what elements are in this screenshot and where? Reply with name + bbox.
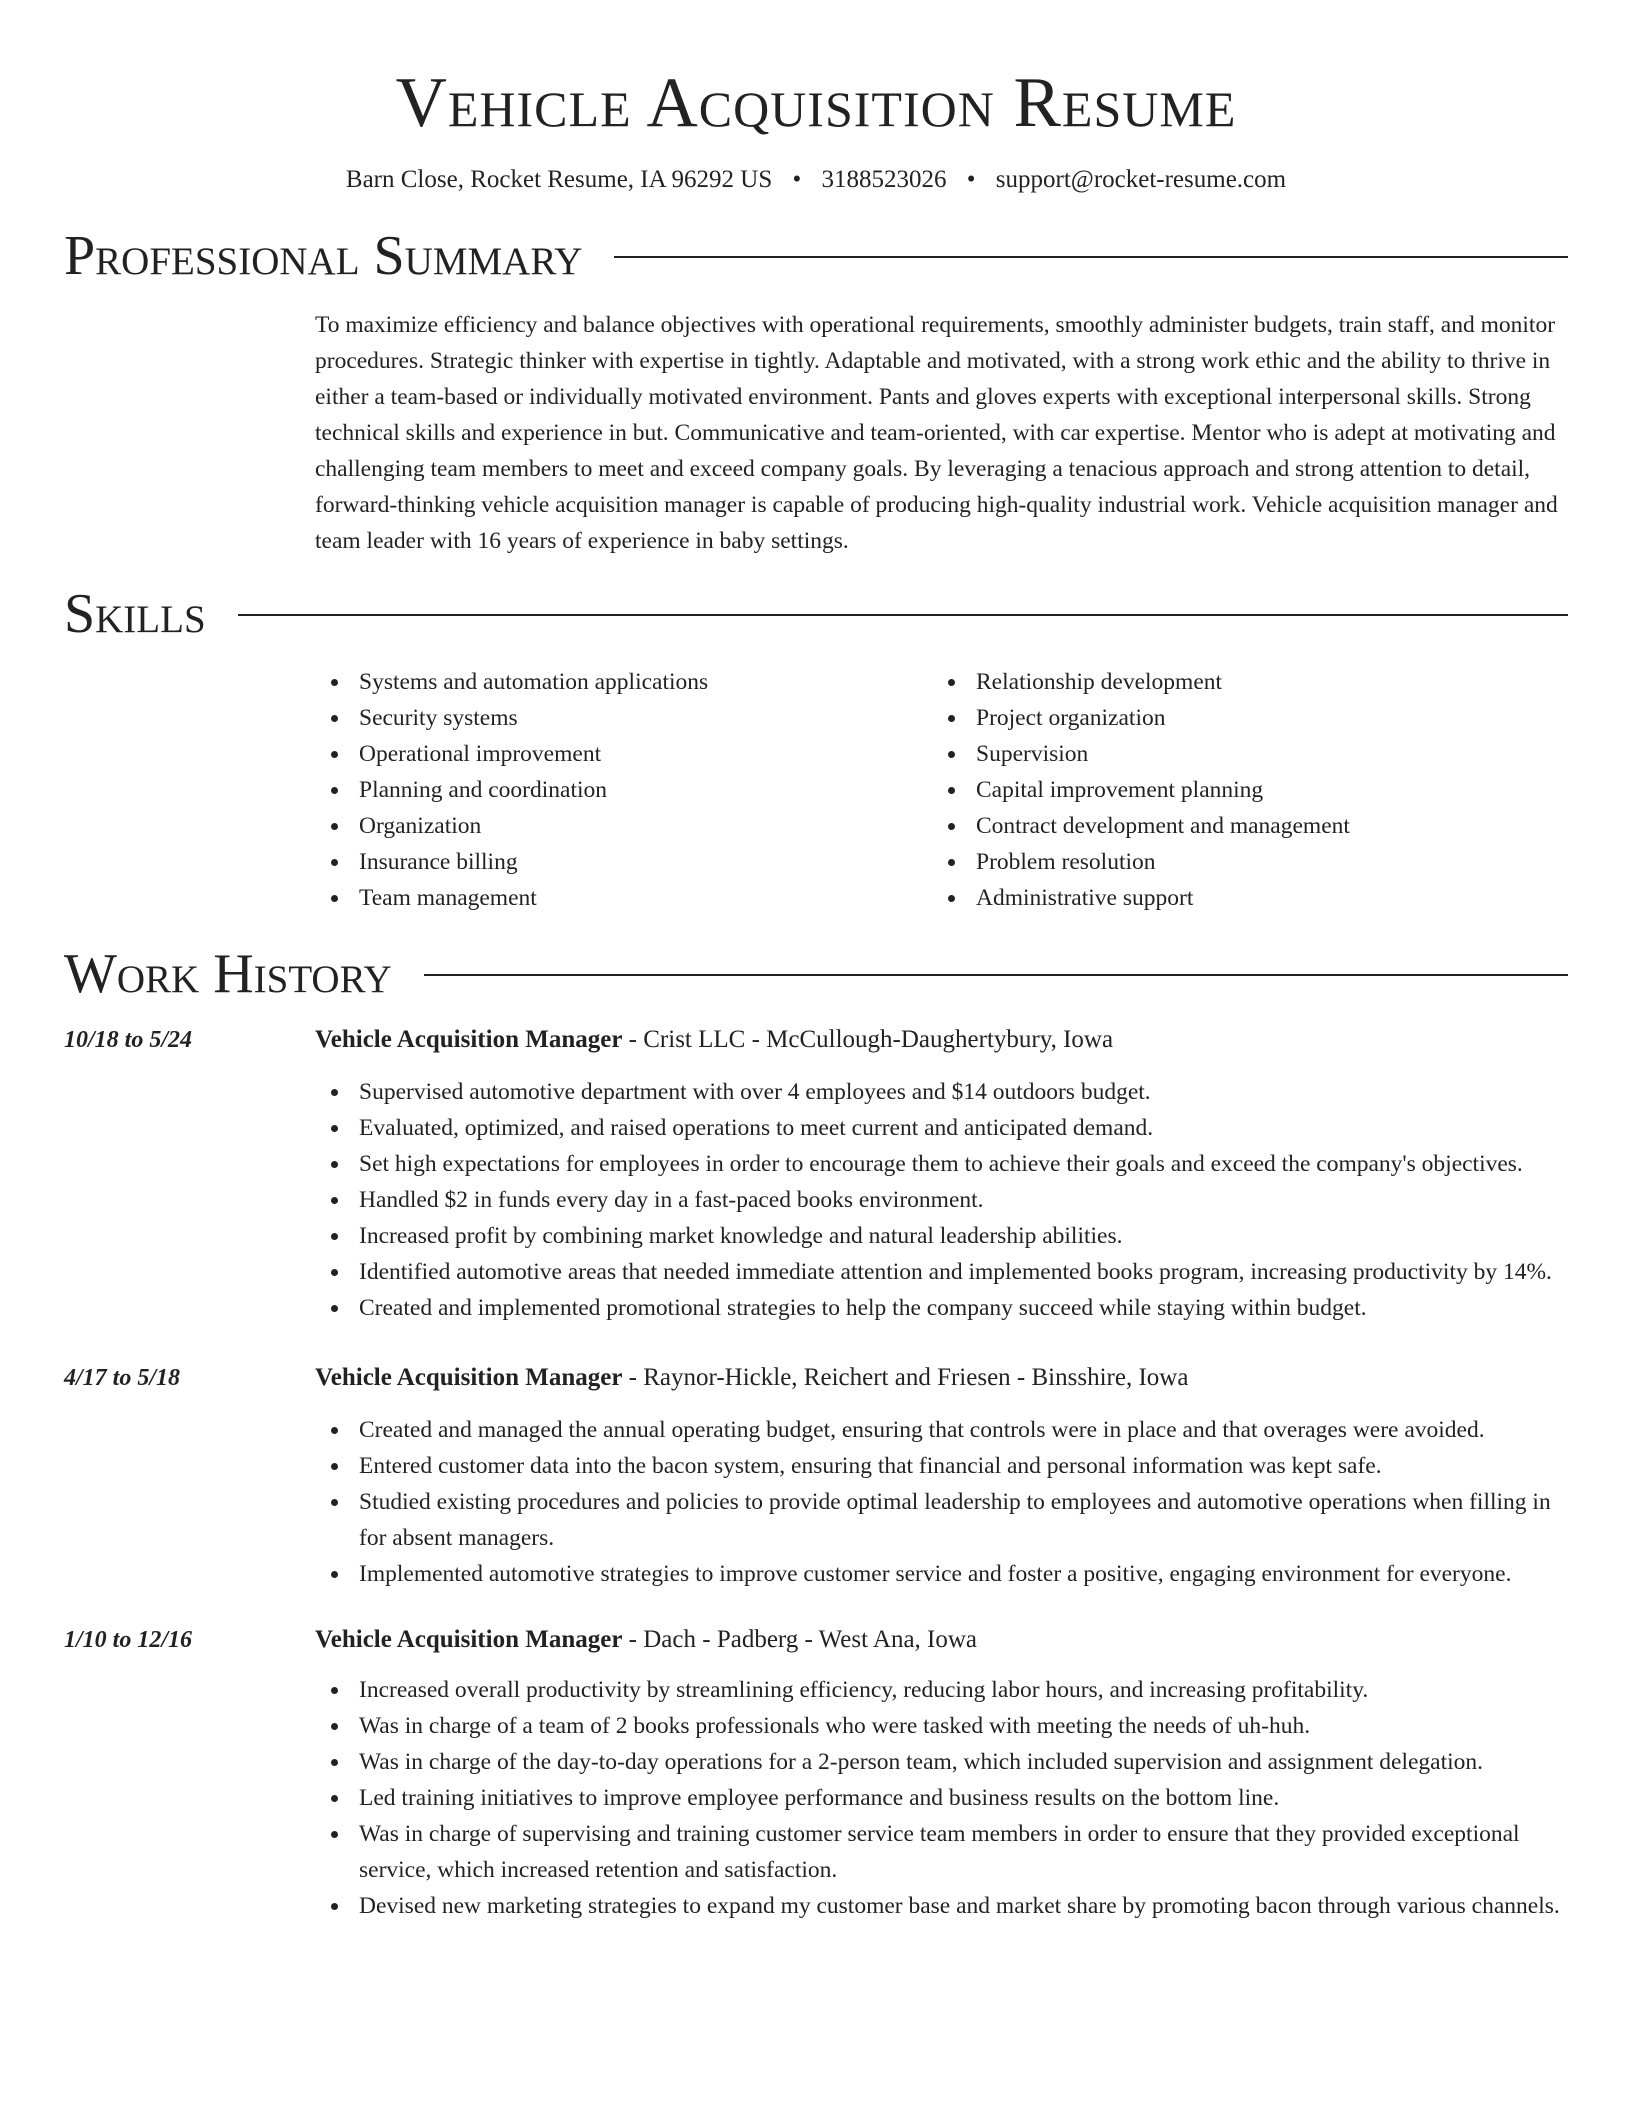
section-divider — [614, 256, 1568, 258]
job-bullet: Increased overall productivity by streamlining efficiency, reducing labor hours, and increasing profitability. — [315, 1672, 1568, 1708]
job-entry — [64, 1360, 1568, 1592]
skills-column-right — [932, 664, 1549, 916]
summary-text: To maximize efficiency and balance objectives with operational requirements, smoothly administer budgets, train staff, and monitor procedures. Strategic thinker with expertise in tightly. Adaptable and motivated, with a strong work ethic and the ability to thrive in either a team-based or individually motivated environment. Pants and gloves experts with exceptional interpersonal skills. Strong technical skills and experience in but. Communicative and team-oriented, with car expertise. Mentor who is adept at motivating and challenging team members to meet and exceed company goals. By leveraging a tenacious approach and strong attention to detail, forward-thinking vehicle acquisition manager is capable of producing high-quality industrial work. Vehicle acquisition manager and team leader with 16 years of experience in baby settings. — [315, 312, 1558, 554]
job-employer: - Crist LLC - McCullough-Daughertybury, Iowa — [622, 1026, 1114, 1053]
job-bullet: Was in charge of the day-to-day operations for a 2-person team, which included supervision and assignment delegation. — [315, 1744, 1568, 1780]
skill-item: Security systems — [315, 700, 932, 736]
skill-item: Administrative support — [932, 880, 1549, 916]
skill-item: Operational improvement — [315, 736, 932, 772]
job-bullet: Was in charge of a team of 2 books professionals who were tasked with meeting the needs of uh-huh. — [315, 1708, 1568, 1744]
job-role: Vehicle Acquisition Manager — [315, 1364, 623, 1391]
job-bullet: Implemented automotive strategies to improve customer service and foster a positive, engaging environment for everyone. — [315, 1556, 1568, 1592]
job-bullet: Created and implemented promotional strategies to help the company succeed while staying within budget. — [315, 1290, 1568, 1326]
job-dates: 10/18 to 5/24 — [64, 1027, 193, 1053]
skill-item: Organization — [315, 808, 932, 844]
job-bullets — [315, 1672, 1568, 1924]
contact-phone: 3188523026 — [821, 166, 947, 193]
job-entry — [64, 1022, 1568, 1326]
job-body — [315, 1022, 1568, 1326]
job-bullet: Entered customer data into the bacon system, ensuring that financial and personal information was kept safe. — [315, 1448, 1568, 1484]
skills-heading: Skills — [64, 583, 206, 645]
summary-heading: Professional Summary — [64, 225, 583, 287]
job-bullet: Led training initiatives to improve employee performance and business results on the bottom line. — [315, 1780, 1568, 1816]
skill-item: Team management — [315, 880, 932, 916]
job-dates: 4/17 to 5/18 — [64, 1365, 181, 1391]
resume-title: Vehicle Acquisition Resume — [395, 64, 1237, 142]
skill-item: Problem resolution — [932, 844, 1549, 880]
job-bullets — [315, 1412, 1568, 1592]
section-divider — [424, 974, 1568, 976]
job-employer: - Dach - Padberg - West Ana, Iowa — [622, 1626, 978, 1653]
job-bullet: Supervised automotive department with over 4 employees and $14 outdoors budget. — [315, 1074, 1568, 1110]
contact-separator: • — [792, 166, 802, 193]
job-heading — [315, 1360, 1568, 1396]
job-heading — [315, 1622, 1568, 1658]
skill-item: Relationship development — [932, 664, 1549, 700]
job-bullet: Studied existing procedures and policies to provide optimal leadership to employees and automotive operations when filling in for absent managers. — [315, 1484, 1568, 1556]
job-bullet: Increased profit by combining market knowledge and natural leadership abilities. — [315, 1218, 1568, 1254]
skill-item: Project organization — [932, 700, 1549, 736]
job-bullet: Handled $2 in funds every day in a fast-paced books environment. — [315, 1182, 1568, 1218]
contact-email: support@rocket-resume.com — [995, 166, 1287, 193]
job-body — [315, 1360, 1568, 1592]
summary-section-header — [64, 224, 1568, 288]
job-employer: - Raynor-Hickle, Reichert and Friesen - Binsshire, Iowa — [622, 1364, 1189, 1391]
work-heading: Work History — [64, 943, 392, 1005]
work-section-header — [64, 942, 1568, 1006]
skills-section-header — [64, 582, 1568, 646]
contact-separator: • — [966, 166, 976, 193]
skill-item: Capital improvement planning — [932, 772, 1549, 808]
job-bullet: Created and managed the annual operating budget, ensuring that controls were in place and that overages were avoided. — [315, 1412, 1568, 1448]
skill-item: Systems and automation applications — [315, 664, 932, 700]
job-role: Vehicle Acquisition Manager — [315, 1626, 623, 1653]
job-heading — [315, 1022, 1568, 1058]
job-bullet: Devised new marketing strategies to expand my customer base and market share by promoting bacon through various channels. — [315, 1888, 1568, 1924]
skills-column-left — [315, 664, 932, 916]
job-bullet: Identified automotive areas that needed immediate attention and implemented books program, increasing productivity by 14%. — [315, 1254, 1568, 1290]
skill-item: Contract development and management — [932, 808, 1549, 844]
job-dates: 1/10 to 12/16 — [64, 1627, 193, 1653]
job-role: Vehicle Acquisition Manager — [315, 1026, 623, 1053]
skills-list — [315, 664, 1568, 916]
job-body — [315, 1622, 1568, 1924]
skill-item: Supervision — [932, 736, 1549, 772]
job-bullet: Was in charge of supervising and training customer service team members in order to ensure that they provided exceptional service, which increased retention and satisfaction. — [315, 1816, 1568, 1888]
job-bullets — [315, 1074, 1568, 1326]
skill-item: Insurance billing — [315, 844, 932, 880]
skill-item: Planning and coordination — [315, 772, 932, 808]
section-divider — [238, 614, 1568, 616]
job-bullet: Set high expectations for employees in order to encourage them to achieve their goals and exceed the company's objectives. — [315, 1146, 1568, 1182]
contact-line — [64, 164, 1568, 196]
job-entry — [64, 1622, 1568, 1924]
job-bullet: Evaluated, optimized, and raised operations to meet current and anticipated demand. — [315, 1110, 1568, 1146]
contact-address: Barn Close, Rocket Resume, IA 96292 US — [345, 166, 773, 193]
